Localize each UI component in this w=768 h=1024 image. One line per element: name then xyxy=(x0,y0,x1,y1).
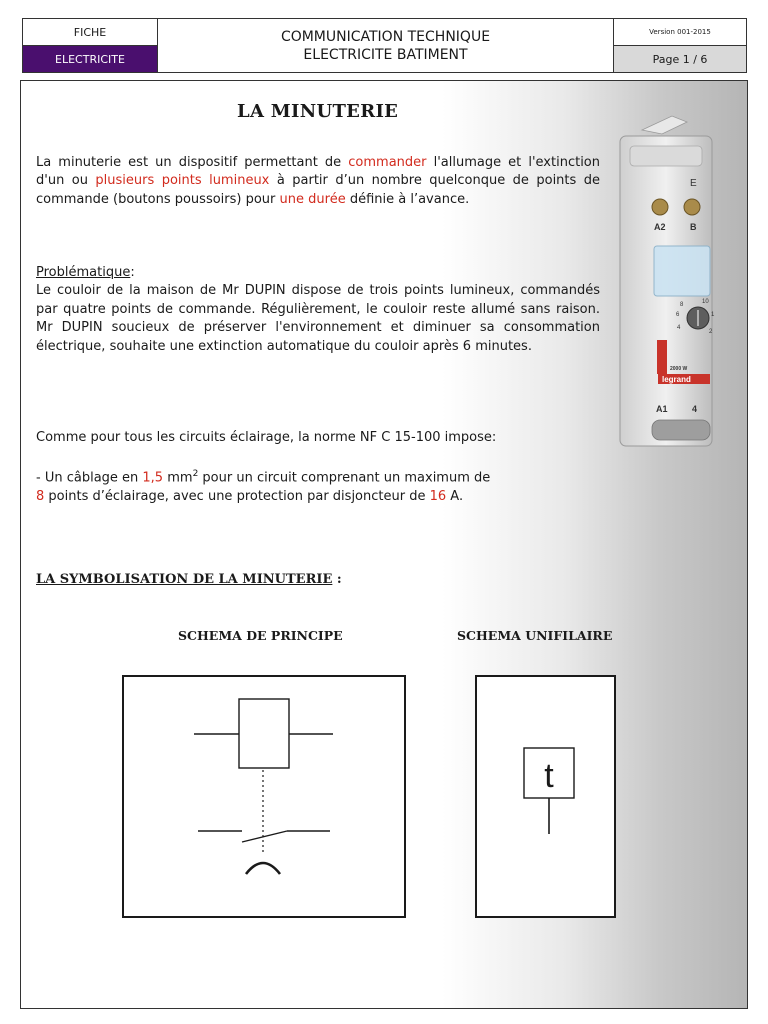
timer-relay-device xyxy=(612,112,724,448)
header-title xyxy=(158,19,614,72)
label-a1: A1 xyxy=(656,404,668,414)
dial-number-10: 10 xyxy=(702,299,709,305)
device-window xyxy=(654,246,710,296)
intro-text-2: l'allumage et l'extinction d'un ou xyxy=(36,155,600,189)
intro-text-3: à partir d’un nombre quelconque de points de commande (boutons poussoirs) pour xyxy=(36,173,600,207)
cabling-text-4: points d’éclairage, avec une protection par disjoncteur de xyxy=(44,488,430,504)
problem-colon: : xyxy=(130,265,135,280)
cabling-paragraph xyxy=(36,465,576,506)
schema-principe-diagram xyxy=(124,677,404,916)
problem-paragraph xyxy=(36,264,600,356)
dial-number-4: 4 xyxy=(677,325,681,331)
cabling-text-1: - Un câblage en xyxy=(36,470,143,486)
cabling-text-3: pour un circuit comprenant un maximum de xyxy=(198,470,491,486)
fiche-label: FICHE xyxy=(23,19,158,46)
page-indicator: Page 1 / 6 xyxy=(614,46,746,72)
schema-unifilaire-label: SCHEMA UNIFILAIRE xyxy=(457,628,613,643)
schema-principe-label: SCHEMA DE PRINCIPE xyxy=(178,628,343,643)
cabling-section: 1,5 xyxy=(142,470,164,486)
device-red-strip xyxy=(657,340,667,374)
dial-number-6: 6 xyxy=(676,312,680,318)
intro-paragraph xyxy=(36,154,600,209)
intro-highlight-2: plusieurs points lumineux xyxy=(95,173,270,189)
schema-unifilaire-diagram xyxy=(477,677,614,916)
dial-number-8: 8 xyxy=(680,302,684,308)
version-label: Version 001-2015 xyxy=(614,19,746,46)
device-illustration xyxy=(612,112,724,448)
schema-principe-box xyxy=(122,675,406,918)
label-power: 2000 W xyxy=(670,366,688,372)
header-title-line2: ELECTRICITE BATIMENT xyxy=(303,46,468,63)
label-e: E xyxy=(690,178,697,189)
problem-text: Le couloir de la maison de Mr DUPIN dispose de trois points lumineux, commandés par quatre points de commande. Régulièrement, le couloir reste allumé sans raison. Mr DUPIN soucieux de préserver l'environnement et diminuer sa consommation électrique, souhaite une extinction automatique du couloir après 6 minutes. xyxy=(36,283,600,354)
problem-label: Problématique xyxy=(36,265,131,280)
norm-paragraph: Comme pour tous les circuits éclairage, la norme NF C 15-100 impose: xyxy=(36,430,497,445)
label-4: 4 xyxy=(692,404,698,414)
symbol-title-suffix: : xyxy=(332,572,342,587)
dial-number-1: 1 xyxy=(711,312,715,318)
category-badge: ELECTRICITE xyxy=(23,46,158,72)
device-clip xyxy=(642,116,687,134)
schema-unifilaire-box xyxy=(475,675,616,918)
document-title: LA MINUTERIE xyxy=(237,101,399,122)
header-title-line1: COMMUNICATION TECHNIQUE xyxy=(280,28,491,45)
symbol-section-title xyxy=(36,572,342,587)
brand-logo: legrand xyxy=(662,375,691,384)
cabling-sup: 2 xyxy=(192,469,199,479)
screw-a2 xyxy=(652,199,668,215)
device-bottom-slot xyxy=(652,420,710,440)
cabling-max-points: 8 xyxy=(36,488,45,504)
intro-text-1: La minuterie est un dispositif permettant de xyxy=(36,155,349,170)
dial-number-2: 2 xyxy=(709,329,713,335)
header-table xyxy=(22,18,747,73)
cabling-amperage: 16 xyxy=(429,488,447,504)
intro-highlight-3: une durée xyxy=(279,191,346,207)
timer-symbol-letter: t xyxy=(544,757,554,795)
cabling-unit: mm xyxy=(163,470,193,486)
relay-coil xyxy=(239,699,289,768)
intro-highlight-1: commander xyxy=(348,155,427,170)
screw-b xyxy=(684,199,700,215)
intro-text-4: définie à l’avance. xyxy=(345,191,470,207)
label-b: B xyxy=(690,222,697,232)
delay-arc-symbol xyxy=(246,863,280,874)
cabling-text-5: A. xyxy=(446,488,464,504)
device-top-slot xyxy=(630,146,702,166)
contact-switch xyxy=(242,831,287,842)
label-a2: A2 xyxy=(654,222,666,232)
symbol-title-text: LA SYMBOLISATION DE LA MINUTERIE xyxy=(36,572,333,587)
